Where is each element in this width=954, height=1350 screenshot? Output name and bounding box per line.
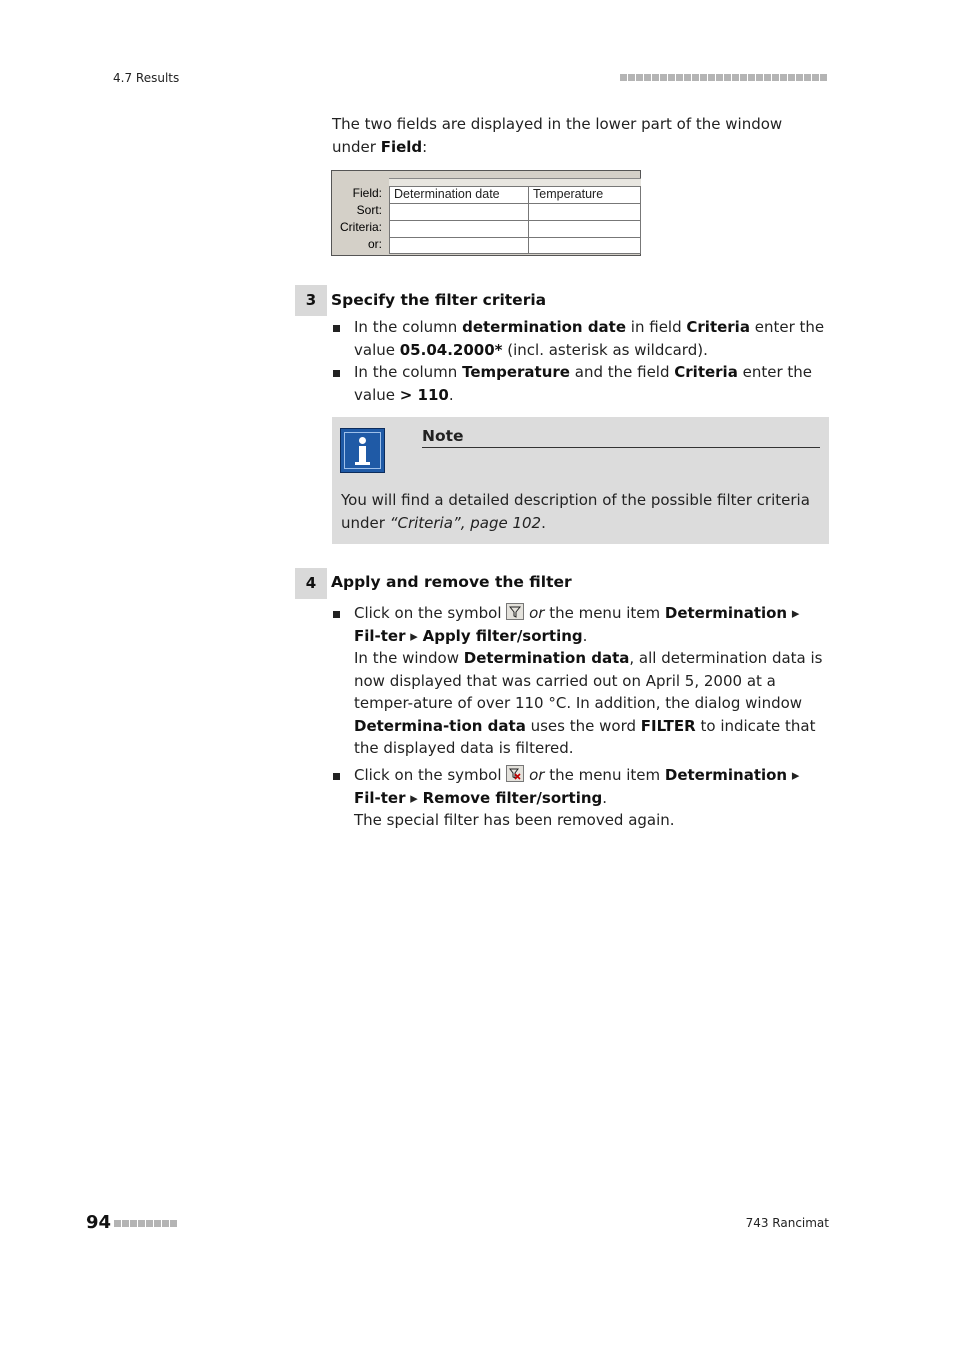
grid-cell	[389, 237, 529, 254]
step-3-bullet-2: In the column Temperature and the field Criteria enter the value > 110.	[354, 363, 812, 404]
grid-cell	[528, 220, 641, 238]
grid-cell	[528, 203, 641, 221]
bullet-icon	[333, 325, 340, 332]
remove-filter-icon[interactable]	[506, 765, 524, 782]
page-number: 94	[86, 1212, 112, 1233]
bullet-icon	[333, 370, 340, 377]
row-label-or: or:	[367, 237, 382, 251]
criteria-link[interactable]: “Criteria”, page 102	[389, 513, 542, 532]
grid-cell	[528, 237, 641, 254]
grid-cell	[389, 220, 529, 238]
intro-paragraph: The two fields are displayed in the lower part of the window under Field:	[332, 115, 783, 156]
field-grid-screenshot	[331, 170, 641, 256]
column-temperature: Temperature	[528, 186, 641, 204]
header-decoration	[620, 74, 830, 82]
note-text: You will find a detailed description of the possible filter criteria under “Criteria”, page 102.	[341, 491, 810, 532]
step-3-bullet-1: In the column determination date in field Criteria enter the value 05.04.2000* (incl. asterisk as wildcard).	[354, 318, 825, 359]
step-4-title: Apply and remove the filter	[331, 573, 572, 591]
filter-icon[interactable]	[506, 603, 524, 620]
row-label-sort: Sort:	[356, 203, 382, 217]
bullet-icon	[333, 611, 340, 618]
column-determination-date: Determination date	[389, 186, 529, 204]
step-4-bullet-1: Click on the symbol or the menu item Determination ▸ Fil-ter ▸ Apply filter/sorting. In the window Determination data, all determination data is now displayed that was carried out on April 5, 2000 at a temper-ature of over 110 °C. In addition, the dialog window Determina-tion data uses the word FILTER to indicate that the displayed data is filtered.	[354, 604, 823, 757]
note-box	[332, 417, 829, 544]
grid-cell	[389, 203, 529, 221]
step-4-bullet-2: Click on the symbol or the menu item Determination ▸ Fil-ter ▸ Remove filter/sorting. The special filter has been removed again.	[354, 766, 800, 829]
footer-product: 743 Rancimat	[745, 1216, 829, 1230]
info-icon	[340, 428, 385, 473]
bullet-icon	[333, 773, 340, 780]
row-label-criteria: Criteria:	[339, 220, 382, 234]
header-section: 4.7 Results	[113, 71, 180, 85]
footer-decoration	[114, 1220, 177, 1227]
note-title: Note	[422, 427, 820, 448]
step-4-number: 4	[295, 568, 327, 599]
step-3-title: Specify the filter criteria	[331, 291, 547, 309]
row-label-field: Field:	[352, 186, 382, 200]
step-3-number: 3	[295, 285, 327, 316]
